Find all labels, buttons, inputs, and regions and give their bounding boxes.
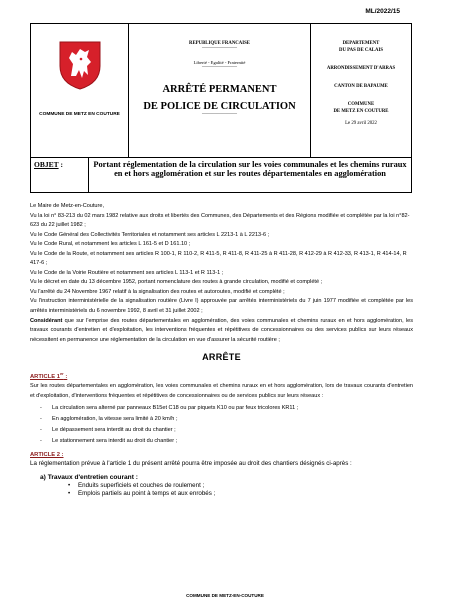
separator-line: ——————— bbox=[202, 112, 237, 117]
article-2-title bbox=[30, 451, 413, 461]
header-left-cell bbox=[31, 24, 129, 157]
document-date: Le 29 avril 2022 bbox=[345, 121, 377, 126]
department-name: DU PAS DE CALAIS bbox=[338, 48, 384, 53]
article-2-text: La réglementation prévue à l'article 1 du présent arrêté pourra être imposée au droit des chantiers désignés ci-après : bbox=[30, 460, 352, 468]
preamble-line: Vu le décret en date du 13 décembre 1952, portant nomenclature des routes à grande circulation, modifié et complété ; bbox=[30, 279, 323, 286]
left-commune-caption: COMMUNE DE METZ EN COUTURE bbox=[39, 112, 120, 117]
separator-line: ——————— bbox=[202, 46, 237, 51]
subject-label-text: OBJET bbox=[34, 160, 59, 169]
preamble-line: Vu le Code de la Route, et notamment ses articles R 100-1, R 110-2, R 411-5, R 411-8, R 411-25 à R 411-28, R 412-29 à R 412-33, R 413-1, R 414-14, R 417-6 ; bbox=[30, 250, 407, 267]
document-reference: ML/2022/15 bbox=[365, 8, 400, 15]
commune-label: COMMUNE bbox=[347, 102, 375, 107]
article-1-sup: er bbox=[59, 370, 64, 376]
preamble-line: Vu l'instruction interministérielle de la signalisation routière (Livre I) approuvée par arrêtés interministériels du 7 juin 1977 modifiée et complétée par les arrêtés interministériels du 6 novembre 1992, 8 avril et 31 juillet 2002 ; bbox=[30, 298, 413, 315]
considerant-label: Considérant bbox=[30, 317, 63, 324]
article-1-colon: : bbox=[63, 373, 68, 380]
coat-of-arms-logo bbox=[58, 40, 102, 90]
considerant-paragraph bbox=[30, 317, 413, 346]
article-2-label: ARTICLE 2 bbox=[30, 451, 60, 458]
list-item: • Enduits superficiels et couches de roulement ; bbox=[68, 482, 413, 490]
preamble bbox=[30, 202, 413, 345]
list-item: - Le dépassement sera interdit au droit du chantier ; bbox=[40, 425, 413, 436]
subject-label bbox=[31, 158, 89, 192]
preamble-line: Vu la loi n° 83-213 du 02 mars 1982 relative aux droits et libertés des Communes, des Départements et des Régions modifiée et complétée par la loi n°82-623 du 22 juillet 1982 ; bbox=[30, 212, 410, 229]
page-footer: COMMUNE DE METZ-EN-COUTURE bbox=[186, 593, 264, 598]
article-1-list bbox=[40, 403, 413, 446]
considerant-text: que sur l'emprise des routes départementales en agglomération, des voies communales et chemins ruraux en et hors agglomération, les travaux courants d'entretien et d'exploitation, les interventions fréquentes et répétitives de concessionnaires ou des services publics sur leurs réseaux nécessitent en permanence une réglementation de la circulation en vue d'assurer la sécurité routière ; bbox=[30, 317, 413, 343]
header-right-cell bbox=[311, 24, 411, 157]
article-1-title bbox=[30, 369, 413, 382]
preamble-line: Le Maire de Metz-en-Couture, bbox=[30, 203, 104, 209]
republic-label: REPUBLIQUE FRANCAISE bbox=[189, 41, 250, 46]
list-item: • Emplois partiels au point à temps et aux enrobés ; bbox=[68, 490, 413, 498]
canton-label: CANTON DE BAPAUME bbox=[334, 84, 388, 89]
article-1-label: ARTICLE 1 bbox=[30, 373, 60, 380]
list-item: - Le stationnement sera interdit au droit du chantier ; bbox=[40, 436, 413, 447]
document-body bbox=[30, 202, 413, 498]
arrete-heading: ARRÊTE bbox=[202, 352, 241, 363]
subject-text: Portant réglementation de la circulation sur les voies communales et les chemins ruraux en et hors agglomération et sur les routes départementales en agglomération bbox=[93, 160, 407, 178]
header-center-cell bbox=[129, 24, 311, 157]
preamble-line: Vu le Code de la Voirie Routière et notamment ses articles L 113-1 et R 113-1 ; bbox=[30, 269, 224, 276]
article-1-text: Sur les routes départementales en agglomération, les voies communales et chemins ruraux en et hors agglomération, lors de travaux courants d'entretien et d'exploitation, d'interventions fréquentes et répétitives de concessionnaires ou de services publics sur leurs réseaux : bbox=[30, 383, 413, 399]
subject-colon: : bbox=[58, 160, 63, 169]
arrondissement-label: ARRONDISSEMENT D'ARRAS bbox=[326, 66, 396, 71]
preamble-line: Vu l'arrêté du 24 Novembre 1967 relatif à la signalisation des routes et autoroutes, modifié et complété ; bbox=[30, 288, 285, 295]
motto: Liberté - Egalité - Fraternité bbox=[193, 60, 246, 65]
header-table bbox=[30, 23, 412, 158]
article-2-colon: : bbox=[59, 451, 64, 458]
article-2-list bbox=[68, 482, 413, 498]
subject-box bbox=[30, 157, 412, 193]
list-item: - En agglomération, la vitesse sera limité à 20 km/h ; bbox=[40, 414, 413, 425]
commune-name: DE METZ EN COUTURE bbox=[333, 109, 389, 114]
document-title-line2: DE POLICE DE CIRCULATION bbox=[143, 101, 296, 112]
preamble-line: Vu le Code Rural, et notamment les articles L 161-5 et D 161.10 ; bbox=[30, 241, 191, 248]
article-2-subheading: a) Travaux d'entretien courant : bbox=[40, 473, 138, 481]
preamble-line: Vu le Code Général des Collectivités Territoriales et notamment ses articles L 2213-1 à L 2213-6 ; bbox=[30, 231, 270, 238]
document-title-line1: ARRÊTÉ PERMANENT bbox=[162, 84, 277, 95]
separator-line: ——————— bbox=[202, 65, 237, 70]
department-label: DEPARTEMENT bbox=[342, 41, 380, 46]
list-item: - La circulation sera alterné par panneaux B15et C18 ou par piquets K10 ou par feux tricolores KR11 ; bbox=[40, 403, 413, 414]
